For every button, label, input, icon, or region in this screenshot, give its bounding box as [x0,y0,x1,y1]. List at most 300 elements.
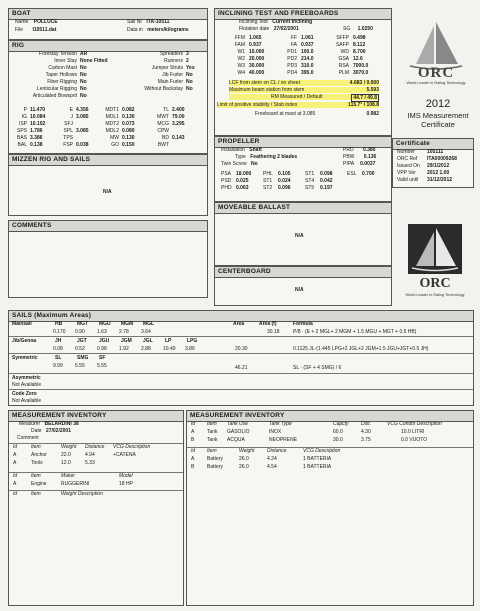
orc-tagline-bottom: World Leader in Rating Technology [405,293,465,297]
sail-col-value: 5.55 [75,363,85,369]
rig-measure-value: 10.084 [30,114,46,120]
rig-measure-label: E [69,107,73,113]
rig-measure-label: SFJ [64,121,73,127]
sails-section [8,310,474,406]
inclining-label: FF [290,35,297,41]
sail-col-value: 0.08 [53,346,63,352]
rig-measure-label: TL [163,107,169,113]
rig-option-value: No [80,86,87,92]
inventory-item-cell: 12.0 [61,460,71,466]
measurer-row [19,421,79,427]
inventory-item-cell: Tools [31,460,43,466]
sg-row [343,26,373,32]
inventory-item-cell: 4.94 [85,452,95,458]
engine-col-label: Id [13,473,18,479]
sail-col-value: 9.99 [53,363,63,369]
lcf-value: 4.683 / 0.000 [349,80,379,86]
certificate-label: ORC Ref [397,156,418,162]
sail-col-value: 3.86 [185,346,195,352]
flotation-date: 27/02/2001 [273,26,299,32]
lcf-row [229,80,379,86]
battery-cell: 4.24 [267,456,277,462]
inclining-label: FFM [234,35,245,41]
certificate-section [392,138,474,188]
rig-option-label: Without Backstay [144,86,183,92]
rig-measure-value: 3.386 [30,135,43,141]
certificate-label: Number [397,149,415,155]
pbw-label: PBW [343,154,355,160]
inclining-value: 310.0 [301,63,314,69]
inventory-item-cell: Anchor [31,452,47,458]
inclining-section [214,8,392,136]
measure-date-label: Date [31,428,42,434]
ballast-header: MOVEABLE BALLAST [215,203,391,214]
rig-measure-label: SPL [63,128,73,134]
inclining-label: WD [340,49,349,55]
inventory-item-cell: 22.0 [61,452,71,458]
propeller-value: 0.700 [362,171,375,177]
measure-date-value: 27/02/2001 [45,428,71,434]
certificate-row [397,156,457,162]
rig-option-label: Forestay Tension [39,51,77,57]
inventory-col-label: Weight [61,444,77,450]
rig-option-row [11,93,87,99]
rig-option-label: Spreaders [159,51,183,57]
sails-header: SAILS (Maximum Areas) [9,311,473,322]
area-f-col-label: Area (f) [259,321,277,327]
battery-cell: 4.54 [267,464,277,470]
rig-option-value: Yes [186,65,195,71]
orc-logo-top [396,18,476,98]
max-beam-value: 5.593 [366,87,379,93]
tank-cell: 10.0 LITRI [401,429,425,435]
rm-value: 44.7 / 49.8 [353,95,377,101]
prop-type-value: Feathering 2 blades [250,154,298,160]
rig-measure-label: P [23,107,27,113]
prop-type-label: Type [235,154,246,160]
inclining-label: PD2 [287,56,297,62]
mainsail-area-f: 30.18 [267,329,280,335]
sail-col-label: HB [55,321,63,327]
sail-col-label: JGL [143,338,153,344]
prop-install-value: Shaft [249,147,262,153]
formula-col-label: Formula [293,321,313,327]
inclining-label: W2 [237,56,245,62]
rig-option-value: No [80,72,87,78]
boat-file-label: File [15,27,24,33]
rig-measure-label: ISP [18,121,27,127]
tank-cell: 3.75 [361,437,371,443]
certificate-row [397,149,443,155]
inventory-col-label: VCG Description [113,444,151,450]
mizzen-header: MIZZEN RIG AND SAILS [9,155,207,166]
sail-col-label: LPG [187,338,198,344]
codezero-na: Not Available [12,398,42,404]
measurer-label: Measurer [19,421,41,427]
rig-option-label: Jumper Struts [151,65,183,71]
tank-cell: 60.0 [333,429,343,435]
tank-col-label: VCG Condtn Description [387,421,442,427]
propeller-value: 18.000 [236,171,252,177]
inclining-value: 0.498 [353,35,366,41]
rig-option-row [11,86,87,92]
inclining-label: FAM [234,42,245,48]
rig-option-value: No [186,72,193,78]
inclining-label: W4 [237,70,245,76]
area-col-label: Area [233,321,245,327]
rig-measure-value: 3.085 [76,128,89,134]
inclining-value: 3070.0 [353,70,369,76]
sail-col-value: 0.170 [53,329,66,335]
rig-measure-label: J [70,114,73,120]
rig-measure-value: 3.085 [76,114,89,120]
inclining-label: PD4 [287,70,297,76]
sails-divider-1 [9,336,473,337]
propeller-label: ESL [347,171,357,177]
rig-option-value: No [186,86,193,92]
flotation-row [239,26,299,32]
mizzen-section [8,154,208,216]
prd-value: 0.380 [362,147,376,153]
inclining-value: 40.000 [249,70,265,76]
tank-cell: NEOPRENE [269,437,298,443]
inventory-left-section [8,410,184,606]
flotation-label: Flotation date [239,26,270,32]
tank-col-label: Tank Use [227,421,248,427]
sail-col-label: SF [99,355,106,361]
propeller-value: 0.063 [236,185,249,191]
rig-measure-label: CPW [157,128,169,134]
lcf-label: LCF from stem on CL / on sheet [229,80,300,86]
inclining-label: SAFP [335,42,349,48]
propeller-label: ST2 [263,185,273,191]
max-beam-row [229,87,379,93]
sg-value: 1.0250 [357,26,373,32]
rig-option-row [11,58,108,64]
certificate-value: 2012 1.00 [427,170,450,176]
pipa-label: PIPA [343,161,354,167]
inclining-label: GSA [338,56,349,62]
rig-measure-value: 0.130 [122,135,135,141]
rig-option-label: Articulated Bowsprit [32,93,77,99]
sail-col-value: 0.52 [75,346,85,352]
tank-col-label: Item [207,421,217,427]
rig-measure-label: IG [21,114,27,120]
battery-cell: 1 BATTERIA [303,456,332,462]
sail-col-value: 10.49 [163,346,176,352]
inclining-value: 214.0 [301,56,314,62]
rig-option-row [11,79,87,85]
certificate-title-line1: IMS Measurement [407,111,469,121]
inclining-header: INCLINING TEST AND FREEBOARDS [215,9,391,20]
ballast-na: N/A [295,233,304,239]
prd-label: PRD [343,147,354,153]
comments-section [8,220,208,298]
engine-cell: A [13,481,17,487]
symmetric-formula: SL · (SF + 4 SMG) / 6 [293,365,342,371]
symmetric-label: Symmetric [12,355,38,361]
inventory-item-cell: A [13,452,17,458]
prd-row [343,147,375,153]
rig-option-label: Runners [164,58,183,64]
inclining-value: 1.061 [301,35,314,41]
tank-cell: 0.0 VUOTO [401,437,428,443]
sail-col-value: 5.55 [97,363,107,369]
rig-measure-value: 79.00 [172,114,185,120]
certificate-label: VPP Ver [397,170,416,176]
rig-measure-value: 0.130 [122,114,135,120]
boat-data-value: meters/kilograms [147,27,189,33]
tank-cell: 4.30 [361,429,371,435]
propeller-value: 0.042 [320,178,333,184]
rm-label: RM Measured / Default [271,94,323,100]
freeboard-value: 0.982 [366,111,379,117]
symmetric-area: 46.21 [235,365,248,371]
jib-formula: 0.1125 JL·(1.445 LPG+2 JGL+2 JGM+1.5 JGU+JGT+0.5 JH) [293,346,429,352]
tank-cell: B [191,437,195,443]
boat-section [8,8,208,40]
rig-measure-label: MW [110,135,119,141]
inventory-item-cell: A [13,460,17,466]
rig-measure-value: 1.786 [30,128,43,134]
lps-row [217,102,379,108]
inventory-item-cell: 5.33 [85,460,95,466]
inclining-label: PLM [338,70,349,76]
comments-header: COMMENTS [9,221,207,232]
prop-twin-value: No [250,161,258,167]
prop-install-row [221,147,262,153]
rig-measure-value: 0.143 [172,135,185,141]
inclining-label: RSA [338,63,349,69]
rig-measure-value: 11.470 [30,107,46,113]
inclining-value: 7000.0 [353,63,369,69]
certificate-row [397,177,452,183]
rig-option-row [11,51,87,57]
jib-area: 20.30 [235,346,248,352]
battery-col-label: Id [191,448,196,454]
inclining-value: 1.065 [249,35,262,41]
mizzen-na: N/A [103,189,112,195]
certificate-header: Certificate [393,139,473,150]
propeller-value: 0.098 [320,171,333,177]
sail-col-label: JGT [77,338,87,344]
sail-col-label: JGM [121,338,132,344]
battery-cell: Battery [207,464,223,470]
battery-cell: 1 BATTERIA [303,464,332,470]
rig-measure-value: 2.400 [172,107,185,113]
prop-twin-row [221,161,258,167]
orc-brand-top: ORC [417,65,455,81]
sail-col-label: MGU [99,321,111,327]
battery-col-label: VCG Description [303,448,341,454]
rig-measure-label: SPS [16,128,27,134]
boat-header: BOAT [9,9,207,20]
engine-col-label: Item [31,473,41,479]
boat-data-row [127,27,189,33]
inclining-test-label: Inclining Test [239,19,268,25]
comment-label: Comment [17,435,39,441]
inclining-value: 395.0 [301,70,314,76]
rig-measure-value: 0.038 [76,142,89,148]
engine-cell: 18 HP [119,481,133,487]
inventory-item-cell: +CATENA [113,452,136,458]
propeller-label: ST1 [305,171,315,177]
boat-sail-row [127,19,169,25]
orc-brand-bottom: ORC [419,276,451,291]
rig-measure-label: BAL [17,142,27,148]
rig-option-value: No [80,65,87,71]
inclining-value: 30.000 [249,63,265,69]
tank-col-label: Tank Type [269,421,292,427]
boat-name-label: Name [15,19,29,25]
centerboard-section [214,266,392,306]
rig-measure-label: MDT2 [105,121,119,127]
sail-col-value: 3.64 [141,329,151,335]
tank-cell: Tank [207,437,218,443]
battery-cell: 26.0 [239,464,249,470]
pipa-row [343,161,375,167]
inventory-col-label: Item [31,444,41,450]
inclining-label: SFFP [336,35,349,41]
rig-option-label: Lenticular Rigging [36,86,77,92]
sail-col-label: SMG [77,355,89,361]
rig-measure-value: 0.073 [122,121,135,127]
inclining-value: 20.000 [249,56,265,62]
battery-col-label: Weight [239,448,255,454]
rig-measure-label: TPS [63,135,73,141]
inclining-test-value: Current Inclining [272,19,313,25]
inventory-right-header: MEASUREMENT INVENTORY [187,411,473,422]
tank-cell: GASOLIO [227,429,250,435]
rig-option-row [119,72,193,78]
rig-option-label: Inner Stay [54,58,77,64]
certificate-title-line2: Certificate [421,120,455,130]
tank-cell: Tank [207,429,218,435]
sail-col-label: LP [165,338,172,344]
measurer-value: BELARDINI 38 [44,421,79,427]
centerboard-na: N/A [295,287,304,293]
asymmetric-na: Not Available [12,382,42,388]
tank-col-label: Capcty [333,421,349,427]
certificate-row [397,170,449,176]
sail-col-value: 2.78 [119,329,129,335]
inclining-test-row [239,19,312,25]
propeller-value: 0.096 [278,185,291,191]
rig-option-label: Main Furler [157,79,183,85]
boat-file-row [15,27,56,33]
propeller-label: PSD [221,178,232,184]
inclining-label: PD1 [287,49,297,55]
tank-cell: INOX [269,429,282,435]
tank-cell: A [191,429,195,435]
rig-measure-label: MDL1 [105,114,119,120]
rig-measure-label: MDL2 [105,128,119,134]
propeller-value: 0.024 [278,178,291,184]
rig-measure-value: 0.080 [122,128,135,134]
prop-install-label: Installation [221,147,245,153]
battery-col-label: Item [207,448,217,454]
certificate-title [396,98,480,129]
sail-col-label: MGL [143,321,155,327]
rig-option-row [119,51,189,57]
rig-measure-label: FSP [63,142,73,148]
engine-col-label: Maker [61,473,75,479]
rig-option-value: None Fitted [80,58,108,64]
tank-cell: 30.0 [333,437,343,443]
pbw-value: 0.136 [363,154,377,160]
rig-option-value: No [186,79,193,85]
inclining-value: 12.6 [353,56,363,62]
propeller-label: PHD [221,185,232,191]
lps-value: 115.7° / 108.8 [348,102,379,108]
battery-cell: A [191,456,195,462]
sail-col-value: 0.90 [75,329,85,335]
rig-option-row [11,65,87,71]
rig-section [8,40,208,154]
inclining-label: PD3 [287,63,297,69]
prop-twin-label: Twin Screw [221,161,247,167]
rig-measure-value: 10.102 [30,121,46,127]
certificate-label: Issued On [397,163,420,169]
inventory-col-label: Id [13,444,18,450]
prop-type-row [235,154,297,160]
certificate-value: ITA00009268 [427,156,457,162]
freeboard-row [255,111,379,117]
inclining-value: 0.937 [249,42,262,48]
inventory-left-header: MEASUREMENT INVENTORY [9,411,183,422]
rig-option-row [11,72,87,78]
sail-col-value: 2.88 [141,346,151,352]
rig-option-label: Carbon Mast [48,65,77,71]
rig-measure-value: 0.138 [30,142,43,148]
orc-logo-bottom [394,220,476,306]
boat-data-label: Data in [127,27,143,33]
rig-option-value: 3 [186,51,189,57]
rig-option-value: No [80,93,87,99]
inclining-value: 100.0 [301,49,314,55]
orc-tagline-top: World Leader in Rating Technology [406,81,466,85]
measure-date-row [31,428,71,434]
inventory-col-label: Distance [85,444,105,450]
inclining-value: 10.000 [249,49,265,55]
inclining-value: 8.112 [353,42,366,48]
tank-col-label: Dist. [361,421,371,427]
rig-option-row [119,65,195,71]
battery-cell: B [191,464,195,470]
ballast-section [214,202,392,266]
sails-divider-4 [9,389,473,390]
rig-option-label: Fiber Rigging [47,79,77,85]
certificate-row [397,163,449,169]
propeller-label: ST4 [305,178,315,184]
rig-measure-label: MWT [157,114,169,120]
battery-cell: 26.0 [239,456,249,462]
rig-option-value: No [80,79,87,85]
battery-cell: Battery [207,456,223,462]
propeller-label: PHL [263,171,273,177]
rig-measure-value: 3.295 [172,121,185,127]
certificate-value: 105111 [427,149,444,155]
certificate-value: 31/12/2012 [427,177,453,183]
tank-col-label: Id [191,421,196,427]
freeboard-label: Freeboard at mast at 3.085 [255,111,316,117]
rig-option-value: AR [80,51,88,57]
rig-measure-label: MCG [157,121,169,127]
inventory-right-section [186,410,474,606]
tank-cell: ACQUA [227,437,245,443]
sail-col-value: 1.92 [119,346,129,352]
engine-cell: RUGGERINI [61,481,90,487]
